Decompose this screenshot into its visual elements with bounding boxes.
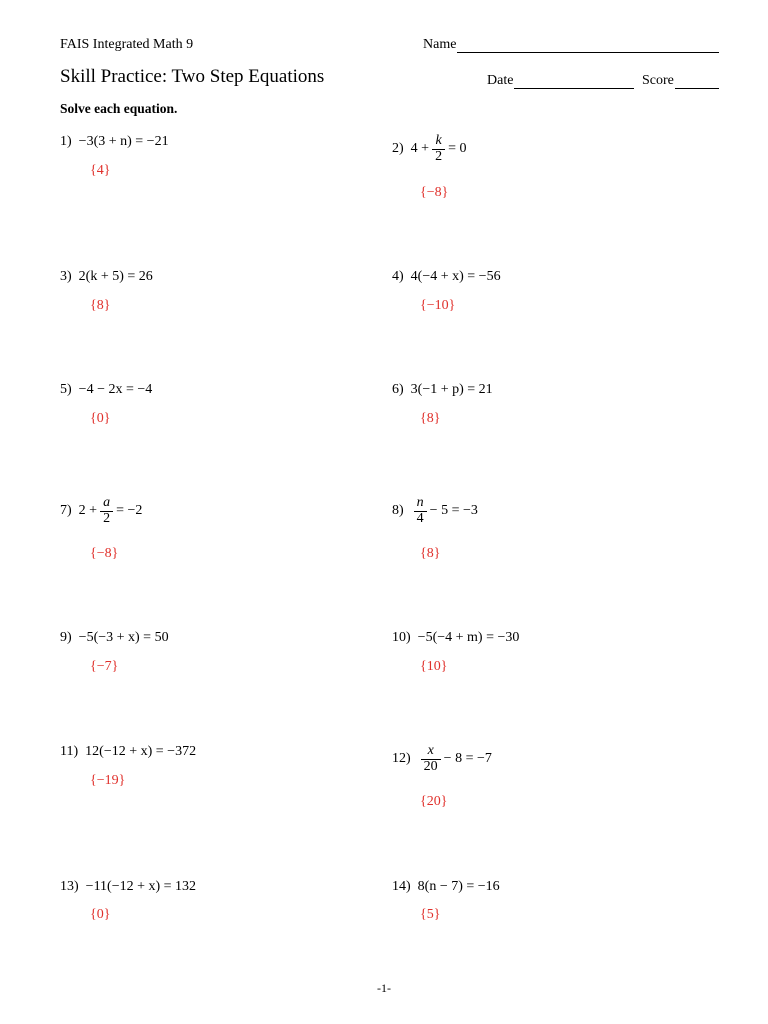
problem-number: 2) xyxy=(392,141,404,157)
fraction-numerator: n xyxy=(416,495,424,510)
answer-8: {8} xyxy=(420,546,441,561)
fraction-denominator: 4 xyxy=(414,511,427,527)
fraction-numerator: a xyxy=(103,495,111,510)
equation-suffix: − 8 = −7 xyxy=(443,751,492,767)
equation-suffix: = 0 xyxy=(448,141,467,157)
fraction-numerator: k xyxy=(435,133,442,148)
equation-prefix: 4 + xyxy=(410,141,430,157)
name-label: Name xyxy=(423,37,457,52)
answer-9: {−7} xyxy=(90,659,119,674)
equation-prefix: 2 + xyxy=(78,503,98,519)
problem-10 xyxy=(392,630,519,646)
problem-9 xyxy=(60,630,169,646)
problem-number: 4) xyxy=(392,269,404,284)
problem-number: 5) xyxy=(60,382,72,397)
date-line xyxy=(514,74,634,89)
problem-number: 7) xyxy=(60,503,72,519)
problem-12 xyxy=(392,744,492,774)
date-label: Date xyxy=(487,73,514,88)
course-name: FAIS Integrated Math 9 xyxy=(60,37,194,52)
answer-7: {−8} xyxy=(90,546,119,561)
problem-number: 14) xyxy=(392,879,411,894)
problem-equation xyxy=(411,496,478,526)
problem-14 xyxy=(392,879,500,895)
page-number: -1- xyxy=(377,981,391,995)
problem-equation: −5(−4 + m) = −30 xyxy=(417,630,520,645)
fraction-denominator: 2 xyxy=(432,149,445,165)
problem-number: 11) xyxy=(60,744,79,759)
problem-equation: 2(k + 5) = 26 xyxy=(78,269,153,284)
equation-suffix: − 5 = −3 xyxy=(429,503,478,519)
problem-number: 12) xyxy=(392,751,411,767)
problem-equation: −11(−12 + x) = 132 xyxy=(85,879,197,894)
answer-12: {20} xyxy=(420,794,448,809)
problem-number: 13) xyxy=(60,879,79,894)
fraction xyxy=(432,134,445,164)
answer-4: {−10} xyxy=(420,298,456,313)
problem-11 xyxy=(60,744,196,760)
problem-6 xyxy=(392,382,493,398)
problem-equation: −3(3 + n) = −21 xyxy=(78,134,169,149)
answer-11: {−19} xyxy=(90,773,126,788)
answer-10: {10} xyxy=(420,659,448,674)
problem-5 xyxy=(60,382,152,398)
problem-number: 6) xyxy=(392,382,404,397)
score-field xyxy=(642,73,719,89)
fraction xyxy=(421,744,441,774)
answer-13: {0} xyxy=(90,907,111,922)
fraction xyxy=(100,496,113,526)
fraction xyxy=(414,496,427,526)
name-line xyxy=(457,38,719,53)
answer-1: {4} xyxy=(90,163,111,178)
answer-3: {8} xyxy=(90,298,111,313)
problem-equation: 4(−4 + x) = −56 xyxy=(410,269,501,284)
problem-number: 9) xyxy=(60,630,72,645)
equation-suffix: = −2 xyxy=(116,503,143,519)
problem-number: 10) xyxy=(392,630,411,645)
problem-3 xyxy=(60,269,153,285)
date-field xyxy=(487,73,634,89)
answer-14: {5} xyxy=(420,907,441,922)
problem-number: 8) xyxy=(392,503,404,519)
fraction-denominator: 20 xyxy=(421,759,441,775)
problem-1 xyxy=(60,134,169,150)
instructions: Solve each equation. xyxy=(60,101,178,116)
problem-number: 1) xyxy=(60,134,72,149)
fraction-numerator: x xyxy=(427,743,434,758)
name-field xyxy=(423,37,719,53)
fraction-denominator: 2 xyxy=(100,511,113,527)
problem-equation: −5(−3 + x) = 50 xyxy=(78,630,169,645)
problem-equation xyxy=(418,744,492,774)
problem-number: 3) xyxy=(60,269,72,284)
score-line xyxy=(675,74,719,89)
problem-4 xyxy=(392,269,501,285)
problem-equation: 12(−12 + x) = −372 xyxy=(85,744,197,759)
problem-equation: −4 − 2x = −4 xyxy=(78,382,153,397)
answer-5: {0} xyxy=(90,411,111,426)
problem-equation: 8(n − 7) = −16 xyxy=(417,879,500,894)
problem-equation: 3(−1 + p) = 21 xyxy=(410,382,493,397)
problem-7 xyxy=(60,496,142,526)
answer-2: {−8} xyxy=(420,185,449,200)
problem-13 xyxy=(60,879,196,895)
problem-8 xyxy=(392,496,478,526)
answer-6: {8} xyxy=(420,411,441,426)
problem-2 xyxy=(392,134,466,164)
score-label: Score xyxy=(642,73,674,88)
problem-equation xyxy=(79,496,143,526)
worksheet-title: Skill Practice: Two Step Equations xyxy=(60,66,325,87)
problem-equation xyxy=(411,134,467,164)
